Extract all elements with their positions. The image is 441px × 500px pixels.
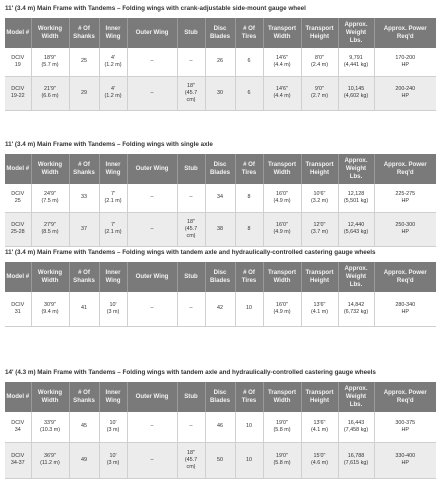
table-cell: 16'0" (4.9 m) (263, 212, 301, 246)
table-cell: 10' (3 m) (99, 412, 127, 442)
column-header: Approx. Weight Lbs. (338, 18, 374, 48)
table-cell: 14,842 (6,732 kg) (338, 292, 374, 326)
column-header: Approx. Power Req'd (374, 154, 436, 184)
column-header: Transport Width (263, 382, 301, 412)
table-cell: 10 (235, 292, 263, 326)
table-cell: 16'0" (4.9 m) (263, 292, 301, 326)
table-cell: 46 (205, 412, 235, 442)
table-cell: 8 (235, 212, 263, 246)
column-header: Outer Wing (127, 154, 177, 184)
column-header: Stub (177, 262, 205, 292)
column-header: Inner Wing (99, 18, 127, 48)
column-header: Disc Blades (205, 18, 235, 48)
table-cell: 10,145 (4,602 kg) (338, 76, 374, 110)
column-header: Model # (5, 154, 31, 184)
column-header: Approx. Weight Lbs. (338, 154, 374, 184)
column-header: Approx. Power Req'd (374, 262, 436, 292)
column-header: Approx. Weight Lbs. (338, 262, 374, 292)
column-header: # Of Shanks (69, 382, 99, 412)
table-cell: 6 (235, 76, 263, 110)
table-cell: 12,128 (5,501 kg) (338, 184, 374, 212)
table-cell: 24'9" (7.5 m) (31, 184, 69, 212)
column-header: # Of Shanks (69, 154, 99, 184)
table-cell: 10 (235, 412, 263, 442)
table-cell: 6 (235, 48, 263, 76)
column-header: # Of Tires (235, 382, 263, 412)
table-row (5, 212, 436, 246)
column-header: Transport Height (301, 18, 338, 48)
column-header: Working Width (31, 382, 69, 412)
table-row (5, 184, 436, 212)
table-cell: 13'6" (4.1 m) (301, 412, 338, 442)
table-cell: 8 (235, 184, 263, 212)
header-row (5, 18, 436, 48)
section-title: 11' (3.4 m) Main Frame with Tandems – Folding wings with single axle (5, 141, 213, 148)
table-cell: 200-240 HP (374, 76, 436, 110)
table-cell: – (127, 184, 177, 212)
column-header: Approx. Power Req'd (374, 382, 436, 412)
table-row (5, 412, 436, 442)
table-cell: DCIV 25-28 (5, 212, 31, 246)
table-cell: 18'9" (5.7 m) (31, 48, 69, 76)
table-cell: – (177, 412, 205, 442)
column-header: Transport Height (301, 262, 338, 292)
header-row (5, 382, 436, 412)
table-cell: 41 (69, 292, 99, 326)
column-header: # Of Tires (235, 262, 263, 292)
spec-section (5, 140, 436, 247)
column-header: Model # (5, 262, 31, 292)
column-header: Disc Blades (205, 262, 235, 292)
table-cell: – (127, 212, 177, 246)
column-header: Outer Wing (127, 382, 177, 412)
table-cell: 14'6" (4.4 m) (263, 48, 301, 76)
table-cell: 225-275 HP (374, 184, 436, 212)
column-header: Working Width (31, 154, 69, 184)
table-cell: 38 (205, 212, 235, 246)
table-cell: 50 (205, 442, 235, 478)
column-header: Inner Wing (99, 262, 127, 292)
table-cell: 10' (3 m) (99, 292, 127, 326)
table-row (5, 442, 436, 478)
column-header: Stub (177, 18, 205, 48)
table-cell: – (177, 184, 205, 212)
column-header: # Of Tires (235, 18, 263, 48)
table-cell: 33'9" (10.3 m) (31, 412, 69, 442)
column-header: Working Width (31, 18, 69, 48)
spec-table (5, 262, 436, 327)
table-cell: DCIV 34 (5, 412, 31, 442)
table-cell: 7' (2.1 m) (99, 212, 127, 246)
table-cell: 49 (69, 442, 99, 478)
table-cell: – (127, 412, 177, 442)
column-header: Outer Wing (127, 262, 177, 292)
table-cell: 18" (45.7 cm) (177, 442, 205, 478)
column-header: Transport Width (263, 154, 301, 184)
table-cell: 15'0" (4.6 m) (301, 442, 338, 478)
table-cell: 30'9" (9.4 m) (31, 292, 69, 326)
table-cell: – (177, 292, 205, 326)
table-cell: 29 (69, 76, 99, 110)
column-header: Transport Width (263, 18, 301, 48)
table-cell: DCIV 31 (5, 292, 31, 326)
table-cell: DCIV 19-22 (5, 76, 31, 110)
column-header: Transport Width (263, 262, 301, 292)
table-cell: 16,443 (7,458 kg) (338, 412, 374, 442)
table-cell: 14'6" (4.4 m) (263, 76, 301, 110)
table-cell: 16'0" (4.9 m) (263, 184, 301, 212)
table-cell: 12'0" (3.7 m) (301, 212, 338, 246)
table-cell: 13'6" (4.1 m) (301, 292, 338, 326)
table-cell: 19'0" (5.8 m) (263, 412, 301, 442)
table-cell: 330-400 HP (374, 442, 436, 478)
spec-section (5, 4, 436, 111)
column-header: Approx. Power Req'd (374, 18, 436, 48)
column-header: Outer Wing (127, 18, 177, 48)
table-cell: 19'0" (5.8 m) (263, 442, 301, 478)
table-cell: 16,788 (7,615 kg) (338, 442, 374, 478)
table-cell: DCIV 25 (5, 184, 31, 212)
table-cell: 300-375 HP (374, 412, 436, 442)
table-cell: 250-300 HP (374, 212, 436, 246)
table-cell: 8'0" (2.4 m) (301, 48, 338, 76)
column-header: Stub (177, 154, 205, 184)
table-cell: 12,440 (5,643 kg) (338, 212, 374, 246)
spec-table (5, 154, 436, 247)
table-cell: 9'0" (2.7 m) (301, 76, 338, 110)
table-cell: – (127, 442, 177, 478)
table-cell: 25 (69, 48, 99, 76)
column-header: # Of Shanks (69, 18, 99, 48)
table-cell: 42 (205, 292, 235, 326)
table-row (5, 292, 436, 326)
table-cell: 21'9" (6.6 m) (31, 76, 69, 110)
table-cell: 280-340 HP (374, 292, 436, 326)
table-cell: 10'6" (3.2 m) (301, 184, 338, 212)
table-cell: 4' (1.2 m) (99, 48, 127, 76)
column-header: Approx. Weight Lbs. (338, 382, 374, 412)
table-cell: 170-200 HP (374, 48, 436, 76)
section-title: 11' (3.4 m) Main Frame with Tandems – Folding wings with tandem axle and hydraulically-controlled castering gauge wheels (5, 249, 376, 256)
section-title: 14' (4.3 m) Main Frame with Tandems – Folding wings with tandem axle and hydraulically-controlled castering gauge wheels (5, 369, 376, 376)
table-cell: DCIV 34-37 (5, 442, 31, 478)
table-cell: 26 (205, 48, 235, 76)
table-cell: 30 (205, 76, 235, 110)
table-cell: 18" (45.7 cm) (177, 212, 205, 246)
column-header: # Of Shanks (69, 262, 99, 292)
table-cell: 36'9" (11.2 m) (31, 442, 69, 478)
table-cell: – (127, 48, 177, 76)
spec-table (5, 382, 436, 479)
table-cell: 34 (205, 184, 235, 212)
table-cell: – (127, 292, 177, 326)
column-header: Model # (5, 18, 31, 48)
table-cell: DCIV 19 (5, 48, 31, 76)
table-cell: 18" (45.7 cm) (177, 76, 205, 110)
table-cell: – (127, 76, 177, 110)
spec-section (5, 368, 436, 479)
table-cell: – (177, 48, 205, 76)
column-header: Working Width (31, 262, 69, 292)
column-header: # Of Tires (235, 154, 263, 184)
spec-table (5, 18, 436, 111)
table-cell: 37 (69, 212, 99, 246)
column-header: Model # (5, 382, 31, 412)
table-cell: 27'9" (8.5 m) (31, 212, 69, 246)
column-header: Transport Height (301, 382, 338, 412)
section-title: 11' (3.4 m) Main Frame with Tandems – Folding wings with crank-adjustable side-mount gauge wheel (5, 5, 306, 12)
column-header: Stub (177, 382, 205, 412)
table-cell: 10 (235, 442, 263, 478)
table-cell: 45 (69, 412, 99, 442)
column-header: Transport Height (301, 154, 338, 184)
table-cell: 4' (1.2 m) (99, 76, 127, 110)
column-header: Inner Wing (99, 154, 127, 184)
column-header: Disc Blades (205, 382, 235, 412)
column-header: Inner Wing (99, 382, 127, 412)
spec-section (5, 248, 436, 327)
table-cell: 9,791 (4,441 kg) (338, 48, 374, 76)
table-cell: 33 (69, 184, 99, 212)
header-row (5, 262, 436, 292)
header-row (5, 154, 436, 184)
table-row (5, 48, 436, 76)
table-cell: 7' (2.1 m) (99, 184, 127, 212)
table-row (5, 76, 436, 110)
column-header: Disc Blades (205, 154, 235, 184)
table-cell: 10' (3 m) (99, 442, 127, 478)
